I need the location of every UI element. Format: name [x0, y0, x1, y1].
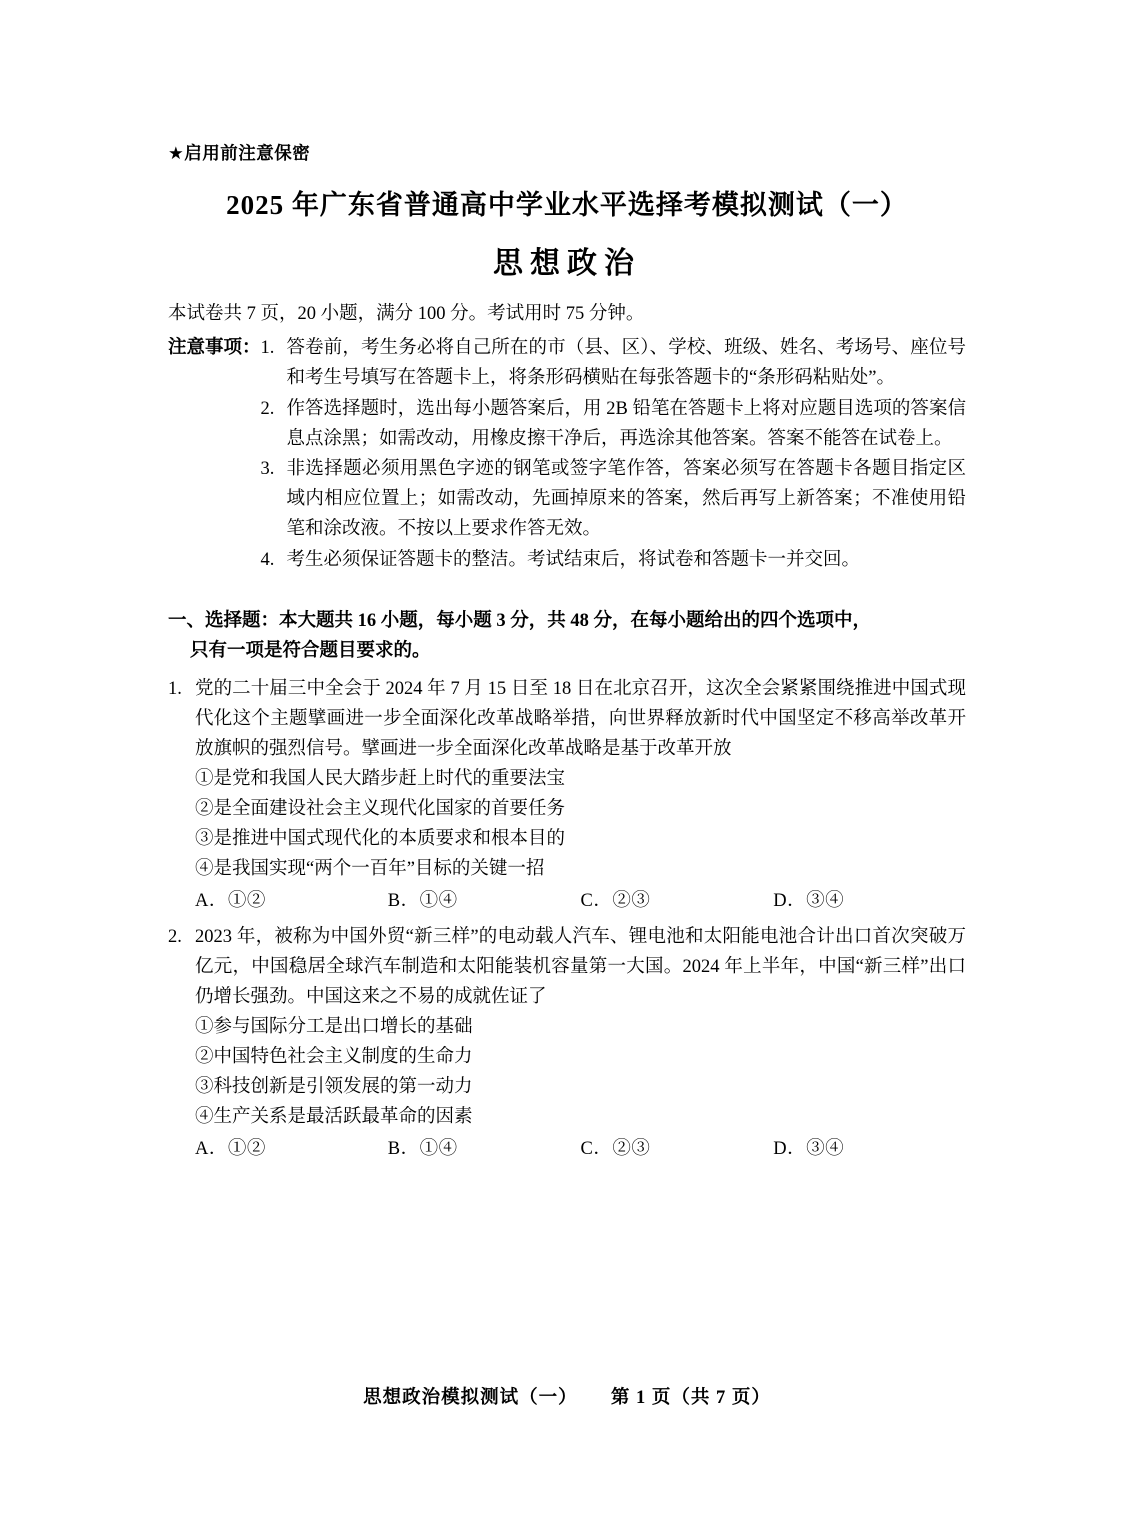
question-statement: ③科技创新是引领发展的第一动力: [195, 1076, 473, 1097]
page-footer: [0, 1383, 1134, 1409]
question-item: [168, 923, 966, 1165]
question-number: 1.: [168, 679, 182, 700]
choice-c[interactable]: C．②③: [580, 1138, 651, 1159]
question-stem: 党的二十届三中全会于 2024 年 7 月 15 日至 18 日在北京召开，这次全会紧紧围绕推进中国式现代化这个主题擘画进一步全面深化改革战略举措，向世界释放新时代中国坚定不移高举改革开放旗帜的强烈信号。擘画进一步全面深化改革战略是基于改革开放: [195, 679, 966, 760]
choice-d[interactable]: D．③④: [773, 891, 845, 912]
question-body: [195, 675, 966, 917]
question-statement: ④是我国实现“两个一百年”目标的关键一招: [195, 859, 545, 880]
notice-list: [261, 334, 966, 578]
choice-a[interactable]: A．①②: [195, 891, 266, 912]
question-stem: 2023 年，被称为中国外贸“新三样”的电动载人汽车、锂电池和太阳能电池合计出口首次突破万亿元，中国稳居全球汽车制造和太阳能装机容量第一大国。2024 年上半年，中国“新三样”出口仍增长强劲。中国这来之不易的成就佐证了: [195, 927, 966, 1007]
section-heading: [168, 607, 966, 667]
question-number: 2.: [168, 927, 182, 948]
question-statement: ②是全面建设社会主义现代化国家的首要任务: [195, 799, 566, 820]
list-item: 考生必须保证答题卡的整洁。考试结束后，将试卷和答题卡一并交回。: [286, 550, 861, 571]
exam-info-line: 本试卷共 7 页，20 小题，满分 100 分。考试用时 75 分钟。: [168, 304, 645, 324]
page-title: 2025 年广东省普通高中学业水平选择考模拟测试（一）: [226, 190, 908, 220]
list-item: 答卷前，考生务必将自己所在的市（县、区）、学校、班级、姓名、考场号、座位号和考生号填写在答题卡上，将条形码横贴在每张答题卡的“条形码粘贴处”。: [286, 337, 966, 388]
question-statement: ①是党和我国人民大踏步赶上时代的重要法宝: [195, 769, 566, 790]
question-item: [168, 675, 966, 917]
question-statement: ④生产关系是最活跃最革命的因素: [195, 1106, 473, 1127]
footer-paper-name: 思想政治模拟测试（一）: [363, 1388, 578, 1408]
section-heading-line2: 只有一项是符合题目要求的。: [190, 641, 431, 662]
question-statement: ①参与国际分工是出口增长的基础: [195, 1016, 473, 1037]
choice-b[interactable]: B．①④: [387, 891, 458, 912]
choice-b[interactable]: B．①④: [387, 1138, 458, 1159]
list-item: 非选择题必须用黑色字迹的钢笔或签字笔作答，答案必须写在答题卡各题目指定区域内相应位置上；如需改动，先画掉原来的答案，然后再写上新答案；不准使用铅笔和涂改液。不按以上要求作答无效。: [286, 459, 966, 540]
notice-section: [168, 334, 966, 578]
choice-d[interactable]: D．③④: [773, 1138, 845, 1159]
subject-title: 思想政治: [493, 247, 641, 280]
section-heading-line1: 一、选择题：本大题共 16 小题，每小题 3 分，共 48 分，在每小题给出的四个选项中，: [168, 611, 872, 632]
question-statement: ②中国特色社会主义制度的生命力: [195, 1046, 473, 1067]
question-body: [195, 923, 966, 1165]
notice-label: 注意事项：: [168, 337, 261, 358]
list-item: 作答选择题时，选出每小题答案后，用 2B 铅笔在答题卡上将对应题目选项的答案信息点涂黑；如需改动，用橡皮擦干净后，再选涂其他答案。答案不能答在试卷上。: [286, 398, 966, 449]
question-statement: ③是推进中国式现代化的本质要求和根本目的: [195, 829, 566, 850]
choice-c[interactable]: C．②③: [580, 891, 651, 912]
answer-choices: [195, 887, 966, 917]
confidential-notice: ★启用前注意保密: [168, 144, 311, 164]
footer-page-number: 第 1 页（共 7 页）: [610, 1388, 771, 1408]
answer-choices: [195, 1135, 966, 1165]
choice-a[interactable]: A．①②: [195, 1138, 266, 1159]
